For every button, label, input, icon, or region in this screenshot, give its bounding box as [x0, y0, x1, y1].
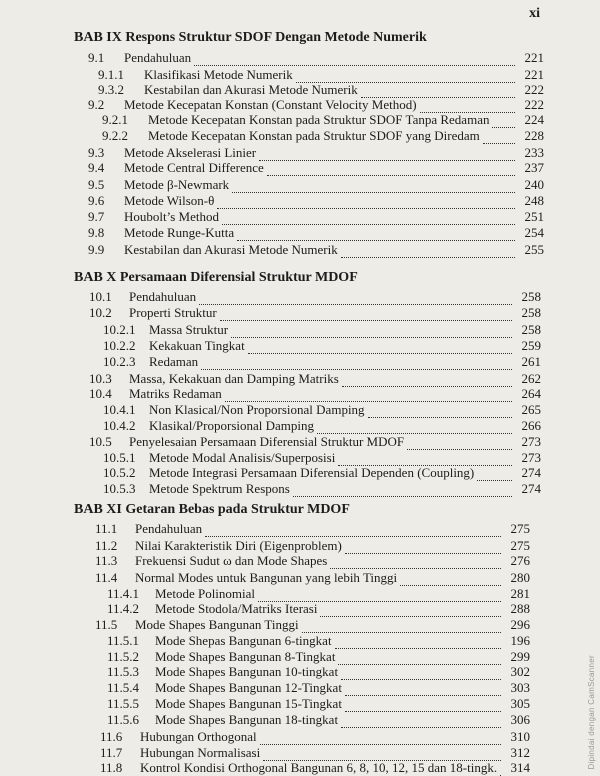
entry-number: 10.2.3: [103, 354, 136, 369]
entry-number: 10.5: [89, 434, 112, 449]
toc-entry[interactable]: [103, 450, 541, 466]
toc-entry[interactable]: [100, 729, 530, 745]
entry-page: 255: [524, 242, 544, 257]
entry-page: 266: [521, 418, 541, 433]
entry-title: Mode Shapes Bangunan Tinggi: [135, 617, 299, 632]
entry-title: Nilai Karakteristik Diri (Eigenproblem): [135, 538, 342, 553]
entry-title: Metode Runge-Kutta: [124, 225, 235, 240]
entry-title: Mode Shapes Bangunan 8-Tingkat: [155, 649, 336, 664]
dot-leader: [483, 132, 515, 144]
toc-entry[interactable]: [107, 712, 530, 728]
toc-entry[interactable]: [95, 570, 530, 586]
toc-entry[interactable]: [107, 649, 530, 665]
entry-title: Massa Struktur: [149, 322, 229, 337]
dot-leader: [477, 469, 512, 481]
toc-entry[interactable]: [100, 760, 530, 776]
entry-page: 288: [510, 601, 530, 616]
entry-page: 222: [524, 97, 544, 112]
dot-leader: [231, 326, 512, 338]
entry-number: 11.5.3: [107, 664, 140, 679]
toc-entry[interactable]: [103, 402, 541, 418]
toc-entry[interactable]: [102, 112, 544, 128]
toc-entry[interactable]: [107, 680, 530, 696]
dot-leader: [199, 293, 512, 305]
toc-entry[interactable]: [107, 633, 530, 649]
dot-leader: [407, 438, 512, 450]
entry-title: Metode β-Newmark: [124, 177, 230, 192]
entry-number: 11.5: [95, 617, 118, 632]
entry-title: Properti Struktur: [129, 305, 217, 320]
entry-page: 310: [510, 729, 530, 744]
entry-page: 280: [510, 570, 530, 585]
entry-page: 312: [510, 745, 530, 760]
dot-leader: [248, 342, 512, 354]
entry-title: Pendahuluan: [129, 289, 197, 304]
toc-entry[interactable]: [103, 418, 541, 434]
entry-title: Frekuensi Sudut ω dan Mode Shapes: [135, 553, 328, 568]
entry-page: 274: [521, 465, 541, 480]
entry-title: Kestabilan dan Akurasi Metode Numerik: [144, 82, 358, 97]
entry-page: 224: [524, 112, 544, 127]
toc-entry[interactable]: [89, 305, 541, 321]
toc-entry[interactable]: [88, 50, 544, 66]
entry-number: 10.4.2: [103, 418, 136, 433]
toc-entry[interactable]: [95, 553, 530, 569]
entry-title: Metode Kecepatan Konstan (Constant Velocity Method): [124, 97, 417, 112]
entry-number: 9.2.1: [102, 112, 128, 127]
dot-leader: [341, 668, 501, 680]
entry-page: 305: [510, 696, 530, 711]
toc-entry[interactable]: [88, 160, 544, 176]
entry-title: Non Klasical/Non Proporsional Damping: [149, 402, 365, 417]
entry-title: Mode Shapes Bangunan 15-Tingkat: [155, 696, 342, 711]
entry-page: 299: [510, 649, 530, 664]
toc-entry[interactable]: [103, 481, 541, 497]
entry-page: 273: [521, 434, 541, 449]
entry-number: 10.4: [89, 386, 112, 401]
toc-entry[interactable]: [88, 209, 544, 225]
toc-entry[interactable]: [107, 601, 530, 617]
entry-title: Metode Wilson-θ: [124, 193, 215, 208]
toc-entry[interactable]: [102, 128, 544, 144]
dot-leader: [260, 733, 501, 745]
dot-leader: [232, 181, 515, 193]
entry-number: 11.8: [100, 760, 123, 775]
dot-leader: [205, 525, 501, 537]
entry-page: 233: [524, 145, 544, 160]
scanner-watermark: Dipindai dengan CamScanner: [587, 655, 596, 770]
entry-page: 221: [524, 67, 544, 82]
toc-entry[interactable]: [88, 177, 544, 193]
toc-entry[interactable]: [107, 586, 530, 602]
entry-title: Matriks Redaman: [129, 386, 222, 401]
entry-page: 251: [524, 209, 544, 224]
entry-title: Metode Modal Analisis/Superposisi: [149, 450, 336, 465]
entry-number: 9.3: [88, 145, 105, 160]
entry-title: Metode Polinomial: [155, 586, 256, 601]
entry-page: 265: [521, 402, 541, 417]
entry-title: Hubungan Orthogonal: [140, 729, 257, 744]
toc-entry[interactable]: [88, 193, 544, 209]
entry-title: Redaman: [149, 354, 199, 369]
entry-title: Metode Stodola/Matriks Iterasi: [155, 601, 318, 616]
entry-number: 9.5: [88, 177, 105, 192]
entry-page: 275: [510, 538, 530, 553]
dot-leader: [341, 716, 501, 728]
page-number: xi: [529, 6, 540, 21]
entry-title: Mode Shepas Bangunan 6-tingkat: [155, 633, 332, 648]
entry-title: Hubungan Normalisasi: [140, 745, 261, 760]
dot-leader: [400, 574, 501, 586]
entry-page: 258: [521, 305, 541, 320]
entry-number: 10.5.2: [103, 465, 136, 480]
toc-entry[interactable]: [89, 434, 541, 450]
entry-title: Klasifikasi Metode Numerik: [144, 67, 293, 82]
entry-number: 10.4.1: [103, 402, 136, 417]
toc-entry[interactable]: [89, 289, 541, 305]
entry-title: Metode Kecepatan Konstan pada Struktur SDOF Tanpa Redaman: [148, 112, 490, 127]
entry-title: Normal Modes untuk Bangunan yang lebih Tinggi: [135, 570, 398, 585]
entry-title: Metode Kecepatan Konstan pada Struktur SDOF yang Diredam: [148, 128, 480, 143]
entry-title: Penyelesaian Persamaan Diferensial Struktur MDOF: [129, 434, 405, 449]
entry-page: 306: [510, 712, 530, 727]
entry-number: 11.7: [100, 745, 123, 760]
entry-title: Mode Shapes Bangunan 18-tingkat: [155, 712, 339, 727]
entry-title: Houbolt’s Method: [124, 209, 219, 224]
entry-title: Metode Spektrum Respons: [149, 481, 290, 496]
dot-leader: [267, 164, 515, 176]
dot-leader: [217, 197, 515, 209]
entry-number: 9.4: [88, 160, 105, 175]
entry-title: Kontrol Kondisi Orthogonal Bangunan 6, 8, 10, 12, 15 dan 18-tingk.: [140, 760, 498, 775]
entry-number: 10.3: [89, 371, 112, 386]
entry-title: Metode Integrasi Persamaan Diferensial Dependen (Coupling): [149, 465, 475, 480]
entry-title: Kekakuan Tingkat: [149, 338, 245, 353]
dot-leader: [345, 684, 501, 696]
toc-entry[interactable]: [107, 696, 530, 712]
entry-number: 9.2.2: [102, 128, 128, 143]
entry-title: Pendahuluan: [124, 50, 192, 65]
entry-page: 248: [524, 193, 544, 208]
entry-page: 303: [510, 680, 530, 695]
entry-number: 10.2.1: [103, 322, 136, 337]
entry-number: 10.5.1: [103, 450, 136, 465]
toc-entry[interactable]: [103, 354, 541, 370]
dot-leader: [302, 621, 501, 633]
entry-number: 9.6: [88, 193, 105, 208]
toc-entry[interactable]: [100, 745, 530, 761]
entry-number: 9.1: [88, 50, 105, 65]
toc-entry[interactable]: [89, 386, 541, 402]
toc-entry[interactable]: [88, 225, 544, 241]
entry-number: 9.2: [88, 97, 105, 112]
dot-leader: [341, 246, 515, 258]
entry-number: 10.2.2: [103, 338, 136, 353]
toc-entry[interactable]: [98, 67, 544, 83]
entry-number: 9.1.1: [98, 67, 124, 82]
entry-number: 11.5.2: [107, 649, 140, 664]
toc-entry[interactable]: [103, 465, 541, 481]
entry-number: 11.5.6: [107, 712, 140, 727]
dot-leader: [368, 406, 512, 418]
toc-entry[interactable]: [88, 145, 544, 161]
toc-entry[interactable]: [89, 371, 541, 387]
entry-number: 9.8: [88, 225, 105, 240]
entry-number: 11.1: [95, 521, 118, 536]
dot-leader: [500, 764, 501, 776]
chapter-heading: BAB XI Getaran Bebas pada Struktur MDOF: [74, 502, 350, 517]
dot-leader: [320, 605, 501, 617]
entry-number: 11.6: [100, 729, 123, 744]
entry-number: 10.1: [89, 289, 112, 304]
dot-leader: [237, 229, 515, 241]
entry-page: 261: [521, 354, 541, 369]
entry-page: 262: [521, 371, 541, 386]
dot-leader: [492, 116, 515, 128]
entry-number: 11.2: [95, 538, 118, 553]
entry-title: Kestabilan dan Akurasi Metode Numerik: [124, 242, 338, 257]
entry-page: 264: [521, 386, 541, 401]
toc-entry[interactable]: [88, 97, 544, 113]
entry-page: 302: [510, 664, 530, 679]
entry-number: 11.5.1: [107, 633, 140, 648]
entry-page: 254: [524, 225, 544, 240]
entry-page: 274: [521, 481, 541, 496]
toc-entry[interactable]: [95, 521, 530, 537]
entry-page: 258: [521, 289, 541, 304]
entry-number: 11.3: [95, 553, 118, 568]
entry-page: 228: [524, 128, 544, 143]
entry-title: Metode Akselerasi Linier: [124, 145, 257, 160]
entry-page: 222: [524, 82, 544, 97]
toc-entry[interactable]: [103, 322, 541, 338]
entry-page: 221: [524, 50, 544, 65]
entry-page: 273: [521, 450, 541, 465]
dot-leader: [330, 557, 501, 569]
entry-number: 9.9: [88, 242, 105, 257]
entry-page: 281: [510, 586, 530, 601]
entry-page: 296: [510, 617, 530, 632]
dot-leader: [220, 309, 512, 321]
dot-leader: [293, 485, 512, 497]
entry-page: 259: [521, 338, 541, 353]
entry-number: 11.4.1: [107, 586, 140, 601]
toc-entry[interactable]: [95, 617, 530, 633]
dot-leader: [225, 390, 512, 402]
entry-page: 237: [524, 160, 544, 175]
dot-leader: [201, 358, 512, 370]
entry-page: 196: [510, 633, 530, 648]
entry-title: Klasikal/Proporsional Damping: [149, 418, 315, 433]
entry-number: 10.2: [89, 305, 112, 320]
entry-page: 275: [510, 521, 530, 536]
entry-number: 10.5.3: [103, 481, 136, 496]
entry-title: Metode Central Difference: [124, 160, 264, 175]
entry-page: 240: [524, 177, 544, 192]
entry-number: 9.7: [88, 209, 105, 224]
entry-title: Massa, Kekakuan dan Damping Matriks: [129, 371, 339, 386]
chapter-heading: BAB X Persamaan Diferensial Struktur MDOF: [74, 270, 358, 285]
dot-leader: [317, 422, 512, 434]
toc-entry[interactable]: [98, 82, 544, 98]
entry-title: Pendahuluan: [135, 521, 203, 536]
toc-entry[interactable]: [88, 242, 544, 258]
entry-page: 314: [510, 760, 530, 775]
entry-title: Mode Shapes Bangunan 12-Tingkat: [155, 680, 342, 695]
toc-entry[interactable]: [103, 338, 541, 354]
chapter-heading: BAB IX Respons Struktur SDOF Dengan Metode Numerik: [74, 30, 427, 45]
entry-number: 9.3.2: [98, 82, 124, 97]
entry-title: Mode Shapes Bangunan 10-tingkat: [155, 664, 339, 679]
entry-page: 276: [510, 553, 530, 568]
entry-number: 11.5.5: [107, 696, 140, 711]
dot-leader: [222, 213, 515, 225]
entry-page: 258: [521, 322, 541, 337]
dot-leader: [345, 700, 501, 712]
entry-number: 11.4.2: [107, 601, 140, 616]
dot-leader: [335, 637, 501, 649]
entry-number: 11.4: [95, 570, 118, 585]
dot-leader: [194, 54, 515, 66]
toc-entry[interactable]: [107, 664, 530, 680]
toc-entry[interactable]: [95, 538, 530, 554]
entry-number: 11.5.4: [107, 680, 140, 695]
